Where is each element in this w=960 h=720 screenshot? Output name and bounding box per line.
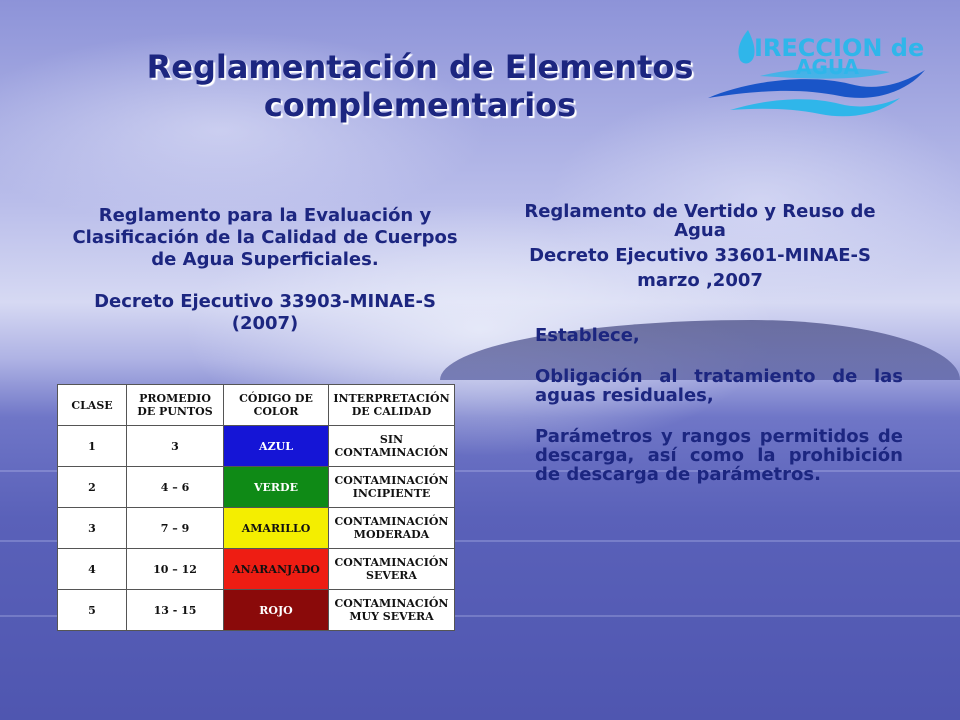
cell-interpretacion: SIN CONTAMINACIÓN <box>329 426 455 467</box>
slide-title <box>60 48 780 124</box>
header-clase: CLASE <box>58 385 127 426</box>
cell-clase: 3 <box>58 508 127 549</box>
cell-color-verde: VERDE <box>224 467 329 508</box>
cell-color-rojo: ROJO <box>224 590 329 631</box>
cell-clase: 1 <box>58 426 127 467</box>
header-codigo-color: CÓDIGO DE COLOR <box>224 385 329 426</box>
left-decree: Decreto Ejecutivo 33903-MINAE-S (2007) <box>94 291 436 334</box>
cell-color-anaranjado: ANARANJADO <box>224 549 329 590</box>
list-item: Obligación al tratamiento de las aguas residuales, <box>535 366 903 406</box>
cell-puntos: 10 – 12 <box>127 549 224 590</box>
slide-title-line2: complementarios <box>263 86 577 124</box>
cell-clase: 5 <box>58 590 127 631</box>
cell-clase: 2 <box>58 467 127 508</box>
water-quality-table <box>57 384 455 631</box>
establishes-label: Establece, <box>535 325 640 346</box>
table-row <box>58 590 455 631</box>
cell-puntos: 13 - 15 <box>127 590 224 631</box>
right-date: marzo ,2007 <box>637 270 763 291</box>
cell-color-amarillo: AMARILLO <box>224 508 329 549</box>
right-regulation-block <box>500 202 900 290</box>
logo-text-agua: AGUA <box>796 55 859 79</box>
table-row <box>58 508 455 549</box>
table-row <box>58 426 455 467</box>
table-row <box>58 467 455 508</box>
logo-text-direccion: IRECCION de <box>754 34 925 62</box>
header-interpretacion: INTERPRETACIÓN DE CALIDAD <box>329 385 455 426</box>
establishes-list <box>535 326 903 484</box>
cell-interpretacion: CONTAMINACIÓN INCIPIENTE <box>329 467 455 508</box>
cell-puntos: 7 – 9 <box>127 508 224 549</box>
left-regulation-block <box>70 205 460 335</box>
cell-puntos: 4 – 6 <box>127 467 224 508</box>
left-regulation-title: Reglamento para la Evaluación y Clasificación de la Calidad de Cuerpos de Agua Superficiales. <box>72 205 458 270</box>
list-item: Parámetros y rangos permitidos de descarga, así como la prohibición de descarga de parámetros. <box>535 426 903 485</box>
cell-interpretacion: CONTAMINACIÓN SEVERA <box>329 549 455 590</box>
cell-puntos: 3 <box>127 426 224 467</box>
header-promedio: PROMEDIO DE PUNTOS <box>127 385 224 426</box>
cell-interpretacion: CONTAMINACIÓN MUY SEVERA <box>329 590 455 631</box>
direccion-agua-logo <box>700 10 940 130</box>
cell-clase: 4 <box>58 549 127 590</box>
cell-interpretacion: CONTAMINACIÓN MODERADA <box>329 508 455 549</box>
table-header-row <box>58 385 455 426</box>
cell-color-azul: AZUL <box>224 426 329 467</box>
right-regulation-title: Reglamento de Vertido y Reuso de Agua <box>524 201 876 241</box>
slide-title-line1: Reglamentación de Elementos <box>146 48 694 86</box>
right-decree: Decreto Ejecutivo 33601-MINAE-S <box>529 245 871 266</box>
table-row <box>58 549 455 590</box>
